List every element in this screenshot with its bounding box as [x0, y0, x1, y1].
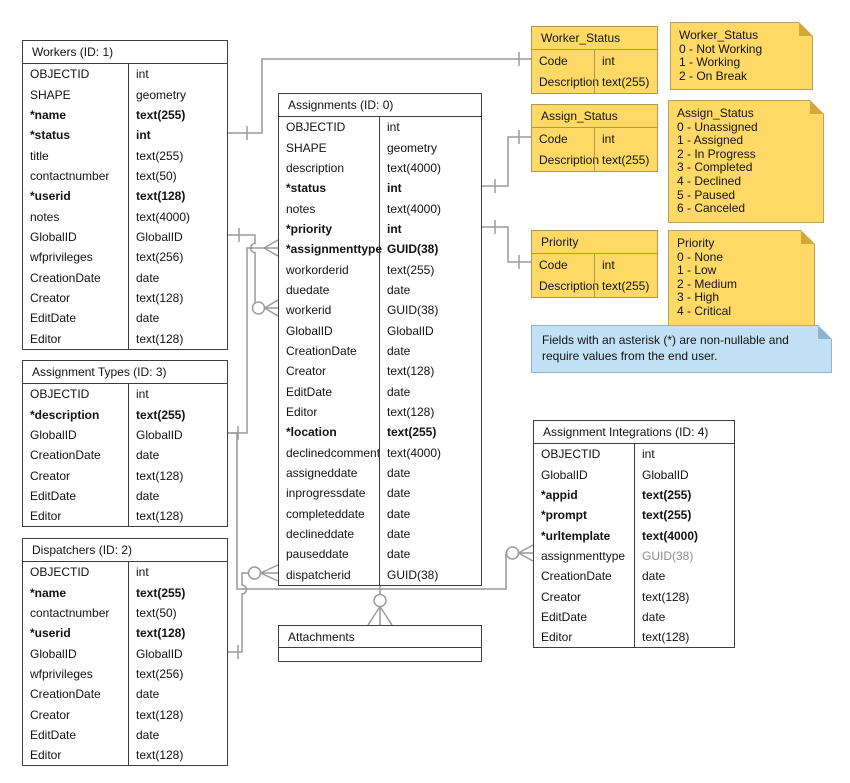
entity-dispatchers[interactable]	[22, 538, 228, 766]
field-type-cell: GlobalID	[128, 227, 227, 247]
field-name-cell: dispatcherid	[286, 567, 351, 582]
entity-title: Priority	[532, 231, 657, 254]
field-type-cell: int	[128, 64, 227, 84]
entity-title: Workers (ID: 1)	[23, 41, 227, 64]
field-name-cell: Creator	[30, 707, 71, 722]
field-name-cell: GlobalID	[30, 646, 77, 661]
field-type-cell: text(128)	[379, 402, 481, 422]
field-type-cell: text(128)	[128, 623, 227, 643]
field-name-cell: *userid	[30, 189, 71, 204]
field-name-cell: OBJECTID	[541, 447, 601, 462]
field-name-cell: Code	[539, 131, 568, 146]
field-name-cell: EditDate	[541, 609, 588, 624]
field-type-cell: GlobalID	[379, 320, 481, 340]
field-type-cell: text(256)	[128, 247, 227, 267]
field-type-cell: text(128)	[634, 586, 734, 606]
note-line: 0 - Unassigned	[677, 119, 758, 134]
entity-title: Worker_Status	[532, 27, 657, 50]
field-name-cell: Editor	[30, 509, 62, 524]
field-type-cell: text(128)	[128, 186, 227, 206]
field-row	[532, 72, 657, 94]
field-type-cell: text(255)	[379, 422, 481, 442]
note-line: 5 - Paused	[677, 187, 736, 202]
field-row	[23, 267, 227, 287]
note-line: 1 - Working	[679, 55, 741, 70]
field-row	[279, 117, 481, 137]
field-type-cell: date	[128, 445, 227, 465]
field-type-cell: int	[128, 562, 227, 582]
field-type-cell: date	[128, 267, 227, 287]
field-row	[23, 562, 227, 582]
field-name-cell: contactnumber	[30, 168, 110, 183]
field-row	[279, 422, 481, 442]
field-type-cell: text(256)	[128, 664, 227, 684]
field-row	[23, 206, 227, 226]
field-type-cell: int	[379, 178, 481, 198]
field-row	[279, 198, 481, 218]
field-type-cell: date	[128, 684, 227, 704]
field-type-cell: text(128)	[128, 745, 227, 765]
field-row	[23, 486, 227, 506]
field-type-cell: text(255)	[128, 145, 227, 165]
field-row	[23, 166, 227, 186]
field-type-cell: int	[594, 50, 657, 72]
note-line: 1 - Assigned	[677, 133, 744, 148]
field-type-cell: GlobalID	[128, 643, 227, 663]
field-row	[534, 525, 734, 545]
field-row	[279, 137, 481, 157]
entity-priority[interactable]	[531, 230, 658, 298]
entity-title: Assign_Status	[532, 105, 657, 128]
field-row	[279, 178, 481, 198]
field-name-cell: inprogressdate	[286, 486, 366, 501]
field-type-cell: geometry	[379, 137, 481, 157]
field-name-cell: OBJECTID	[30, 387, 90, 402]
note-asterisk-callout[interactable]: Fields with an asterisk (*) are non-nullable and require values from the end user.	[531, 325, 832, 373]
entity-title: Dispatchers (ID: 2)	[23, 539, 227, 562]
field-name-cell: notes	[30, 209, 60, 224]
field-name-cell: GlobalID	[30, 427, 77, 442]
field-name-cell: *description	[30, 407, 100, 422]
field-name-cell: Editor	[541, 630, 573, 645]
field-type-cell: GUID(38)	[379, 565, 481, 585]
field-row	[534, 586, 734, 606]
field-row	[279, 259, 481, 279]
field-type-cell: geometry	[128, 84, 227, 104]
field-type-cell: text(255)	[594, 72, 657, 94]
field-type-cell: date	[634, 566, 734, 586]
field-name-cell: Creator	[30, 468, 71, 483]
field-row	[23, 725, 227, 745]
field-name-cell: EditDate	[30, 311, 77, 326]
entity-title: Assignment Integrations (ID: 4)	[534, 421, 734, 444]
field-row	[279, 565, 481, 585]
field-name-cell: EditDate	[286, 384, 333, 399]
field-row	[23, 623, 227, 643]
field-row	[534, 505, 734, 525]
field-row	[534, 546, 734, 566]
field-type-cell: text(128)	[128, 704, 227, 724]
field-type-cell: text(255)	[594, 150, 657, 172]
field-name-cell: declinedcomment	[286, 445, 381, 460]
entity-attachments[interactable]	[278, 625, 482, 662]
field-name-cell: Code	[539, 53, 568, 68]
field-row	[23, 84, 227, 104]
field-name-cell: Creator	[541, 589, 582, 604]
field-type-cell: int	[594, 128, 657, 150]
entity-workers[interactable]	[22, 40, 228, 350]
field-name-cell: EditDate	[30, 727, 77, 742]
field-name-cell: wfprivileges	[30, 250, 93, 265]
field-type-cell: int	[128, 125, 227, 145]
note-line: Worker_Status	[679, 28, 759, 42]
field-name-cell: Description	[539, 279, 600, 294]
note-line: 0 - None	[677, 249, 724, 264]
field-type-cell: GlobalID	[634, 464, 734, 484]
entity-assign-status[interactable]	[531, 104, 658, 172]
entity-assignments[interactable]	[278, 93, 482, 586]
note-line: 0 - Not Working	[679, 41, 763, 56]
field-type-cell: text(128)	[128, 328, 227, 348]
field-row	[23, 445, 227, 465]
field-row	[279, 300, 481, 320]
field-row	[279, 443, 481, 463]
field-row	[23, 664, 227, 684]
note-line: Assign_Status	[677, 106, 754, 120]
note-worker-status-domain[interactable]	[670, 22, 813, 90]
rel-workers-assignments	[228, 228, 278, 316]
field-row	[279, 158, 481, 178]
field-name-cell: *location	[286, 425, 337, 440]
field-row	[279, 483, 481, 503]
note-priority-domain[interactable]	[668, 230, 815, 326]
field-row	[23, 384, 227, 404]
field-row	[23, 582, 227, 602]
field-type-cell: int	[379, 219, 481, 239]
field-name-cell: *name	[30, 107, 67, 122]
field-type-cell: text(255)	[379, 259, 481, 279]
field-name-cell: CreationDate	[30, 687, 101, 702]
note-line: 4 - Critical	[677, 303, 732, 318]
field-row	[279, 504, 481, 524]
field-name-cell: Editor	[30, 748, 62, 763]
field-row	[534, 566, 734, 586]
field-name-cell: GlobalID	[286, 323, 333, 338]
field-name-cell: description	[286, 160, 345, 175]
rel-dispatchers-assignments	[228, 565, 278, 659]
field-row	[534, 444, 734, 464]
field-row	[279, 361, 481, 381]
field-type-cell: text(255)	[594, 276, 657, 298]
field-type-cell: date	[379, 544, 481, 564]
field-type-cell: text(128)	[128, 288, 227, 308]
field-row	[279, 402, 481, 422]
field-type-cell: date	[128, 308, 227, 328]
field-row	[532, 128, 657, 150]
field-type-cell: text(50)	[128, 603, 227, 623]
field-name-cell: title	[30, 148, 49, 163]
note-line: 2 - In Progress	[677, 146, 756, 161]
field-row	[23, 328, 227, 348]
rel-assignments-priority	[482, 220, 531, 269]
field-type-cell: GlobalID	[128, 425, 227, 445]
note-line: 3 - High	[677, 290, 720, 305]
field-row	[23, 145, 227, 165]
field-name-cell: Description	[539, 75, 600, 90]
field-row	[279, 544, 481, 564]
field-type-cell: date	[379, 483, 481, 503]
field-row	[279, 219, 481, 239]
field-name-cell: completeddate	[286, 506, 365, 521]
field-name-cell: CreationDate	[541, 569, 612, 584]
field-name-cell: *urltemplate	[541, 528, 611, 543]
field-row	[534, 485, 734, 505]
field-type-cell: text(128)	[128, 506, 227, 526]
field-row	[279, 320, 481, 340]
field-row	[279, 239, 481, 259]
field-type-cell: date	[379, 504, 481, 524]
field-type-cell: date	[634, 607, 734, 627]
field-name-cell: Editor	[286, 404, 318, 419]
field-name-cell: CreationDate	[30, 448, 101, 463]
field-type-cell: GUID(38)	[379, 239, 481, 259]
note-line: 6 - Canceled	[677, 201, 746, 216]
field-row	[532, 254, 657, 276]
field-row	[532, 50, 657, 72]
entity-assignment-integrations[interactable]	[533, 420, 735, 648]
field-type-cell: text(4000)	[634, 525, 734, 545]
field-type-cell: date	[379, 463, 481, 483]
field-type-cell: text(50)	[128, 166, 227, 186]
field-name-cell: CreationDate	[286, 343, 357, 358]
field-row	[23, 186, 227, 206]
note-line: 2 - Medium	[677, 276, 738, 291]
field-name-cell: Creator	[286, 364, 327, 379]
field-row	[534, 627, 734, 647]
field-type-cell: GUID(38)	[379, 300, 481, 320]
field-name-cell: assignmenttype	[541, 548, 626, 563]
field-name-cell: Description	[539, 153, 600, 168]
field-type-cell: text(255)	[128, 404, 227, 424]
note-line: 2 - On Break	[679, 68, 748, 83]
field-row	[23, 404, 227, 424]
field-type-cell: text(128)	[379, 361, 481, 381]
field-name-cell: *assignmenttype	[286, 242, 383, 257]
field-name-cell: Creator	[30, 290, 71, 305]
field-type-cell: text(128)	[128, 465, 227, 485]
field-name-cell: wfprivileges	[30, 666, 93, 681]
note-line: 4 - Declined	[677, 173, 742, 188]
field-type-cell: text(4000)	[379, 158, 481, 178]
note-line: 1 - Low	[677, 263, 717, 278]
field-type-cell: int	[128, 384, 227, 404]
entity-assignment-types[interactable]	[22, 360, 228, 527]
field-row	[279, 341, 481, 361]
field-row	[23, 64, 227, 84]
field-row	[23, 425, 227, 445]
field-name-cell: CreationDate	[30, 270, 101, 285]
field-type-cell: date	[379, 524, 481, 544]
field-row	[279, 524, 481, 544]
field-name-cell: duedate	[286, 282, 330, 297]
field-row	[534, 464, 734, 484]
field-name-cell: assigneddate	[286, 466, 358, 481]
note-line: 3 - Completed	[677, 160, 753, 175]
field-row	[23, 247, 227, 267]
field-row	[23, 288, 227, 308]
field-name-cell: OBJECTID	[30, 67, 90, 82]
field-type-cell: date	[128, 486, 227, 506]
field-name-cell: GlobalID	[30, 229, 77, 244]
field-name-cell: SHAPE	[30, 87, 71, 102]
field-row	[23, 704, 227, 724]
field-name-cell: *status	[286, 181, 327, 196]
field-row	[23, 603, 227, 623]
field-name-cell: EditDate	[30, 488, 77, 503]
field-row	[23, 105, 227, 125]
field-type-cell: text(128)	[634, 627, 734, 647]
field-row	[532, 150, 657, 172]
field-name-cell: *name	[30, 585, 67, 600]
field-name-cell: workerid	[286, 303, 332, 318]
field-type-cell: text(255)	[128, 105, 227, 125]
field-name-cell: *userid	[30, 626, 71, 641]
field-type-cell: int	[594, 254, 657, 276]
field-name-cell: workorderid	[286, 262, 349, 277]
field-name-cell: *priority	[286, 221, 333, 236]
field-type-cell: date	[128, 725, 227, 745]
rel-assignments-assignstatus	[482, 130, 531, 193]
entity-title: Assignments (ID: 0)	[279, 94, 481, 117]
field-name-cell: contactnumber	[30, 605, 110, 620]
field-type-cell: text(255)	[128, 582, 227, 602]
field-name-cell: pauseddate	[286, 547, 349, 562]
field-row	[23, 125, 227, 145]
field-name-cell: OBJECTID	[286, 120, 346, 135]
entity-worker-status[interactable]	[531, 26, 658, 94]
field-type-cell: text(4000)	[379, 198, 481, 218]
field-row	[23, 643, 227, 663]
field-row	[279, 280, 481, 300]
rel-assignmenttypes-assignments	[228, 240, 278, 440]
field-name-cell: GlobalID	[541, 467, 588, 482]
entity-title: Attachments	[279, 626, 481, 648]
field-row	[23, 308, 227, 328]
field-type-cell: text(4000)	[128, 206, 227, 226]
field-name-cell: notes	[286, 201, 316, 216]
field-type-cell: int	[634, 444, 734, 464]
field-type-cell: int	[379, 117, 481, 137]
field-type-cell: date	[379, 341, 481, 361]
field-type-cell: text(255)	[634, 505, 734, 525]
field-type-cell: date	[379, 381, 481, 401]
attachments-empty-row	[279, 648, 481, 661]
note-assign-status-domain[interactable]	[668, 100, 824, 223]
field-name-cell: *status	[30, 128, 71, 143]
field-row	[534, 607, 734, 627]
field-name-cell: OBJECTID	[30, 565, 90, 580]
field-type-cell: date	[379, 280, 481, 300]
note-line: Priority	[677, 236, 715, 250]
field-name-cell: Editor	[30, 331, 62, 346]
field-row	[23, 506, 227, 526]
field-row	[23, 227, 227, 247]
field-row	[279, 463, 481, 483]
entity-title: Assignment Types (ID: 3)	[23, 361, 227, 384]
field-name-cell: SHAPE	[286, 140, 327, 155]
field-name-cell: *appid	[541, 487, 578, 502]
field-row	[23, 465, 227, 485]
field-name-cell: Code	[539, 257, 568, 272]
field-row	[279, 381, 481, 401]
field-type-cell: GUID(38)	[634, 546, 734, 566]
field-row	[23, 684, 227, 704]
field-row	[23, 745, 227, 765]
field-type-cell: text(4000)	[379, 443, 481, 463]
field-name-cell: *prompt	[541, 508, 587, 523]
field-name-cell: declineddate	[286, 527, 355, 542]
field-type-cell: text(255)	[634, 485, 734, 505]
field-row	[532, 276, 657, 298]
